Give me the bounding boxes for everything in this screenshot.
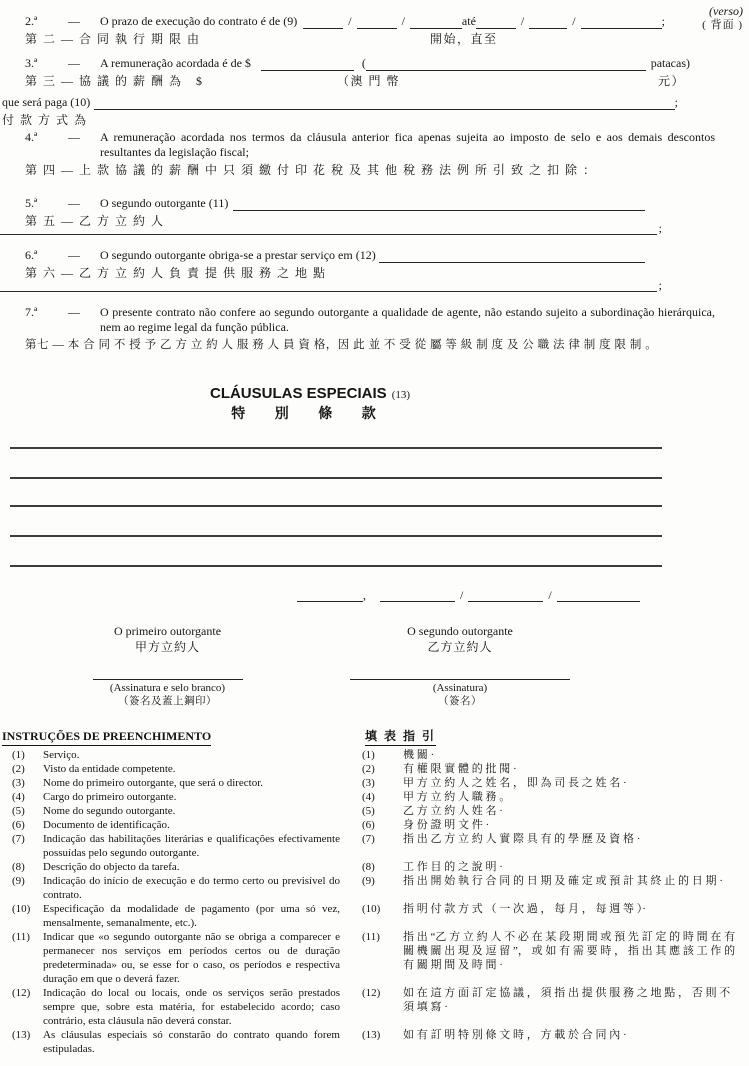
second-party-label-pt: O segundo outorgante — [407, 624, 513, 638]
instruction-number: (4) — [12, 791, 25, 803]
blank-field — [581, 15, 662, 29]
instruction-number-zh: (11) — [362, 931, 380, 943]
first-party-label-pt: O primeiro outorgante — [113, 624, 222, 638]
signature-line — [350, 655, 570, 680]
instruction-number: (11) — [12, 931, 30, 943]
instruction-text-zh: 甲 方 立 約 人 之 姓 名 ， 即 為 司 長 之 姓 名 · — [403, 777, 627, 789]
payment-zh-row: 付 款 方 式 為 — [2, 113, 88, 127]
blank-field — [380, 589, 455, 602]
clause-7-text-pt: O presente contrato não confere ao segundo outorgante a qualidade de agente, não estando sujeito a subordinação hierárquica, nem ao regime legal da função pública. — [100, 305, 715, 334]
instruction-number-zh: (8) — [362, 861, 375, 873]
clause-7-number: 7.ª — [25, 305, 38, 319]
ruled-line-clause-6 — [0, 278, 662, 292]
instruction-number: (1) — [12, 749, 25, 761]
instruction-number-zh: (4) — [362, 791, 375, 803]
blank-field — [303, 15, 343, 29]
instructions-title-zh: 填 表 指 引 — [365, 729, 436, 746]
instruction-row-11 — [12, 930, 739, 986]
slash: / — [572, 14, 576, 28]
blank-field — [468, 589, 543, 602]
semicolon: ; — [658, 278, 662, 292]
instruction-row-8 — [12, 860, 739, 874]
instruction-number-zh: (9) — [362, 875, 375, 887]
blank-field — [297, 589, 363, 602]
instruction-row-5 — [12, 804, 739, 818]
instruction-number-zh: (5) — [362, 805, 375, 817]
second-party-caption-zh: （簽名） — [438, 696, 482, 707]
instruction-number: (9) — [12, 875, 25, 887]
instruction-number: (12) — [12, 987, 31, 999]
blank-field — [410, 15, 462, 29]
clause-5-number: 5.ª — [25, 196, 38, 210]
instruction-text-pt: As cláusulas especiais só constarão do contrato quando forem estipuladas. — [43, 1029, 340, 1055]
clause-3-pt-row — [25, 56, 690, 71]
special-clauses-title — [0, 385, 620, 404]
instruction-text-zh: 機 關 · — [403, 749, 435, 761]
instruction-text-pt: Visto da entidade competente. — [43, 763, 176, 775]
special-clauses-ref: (13) — [391, 389, 411, 401]
blank-field — [476, 15, 516, 29]
ruled-line — [0, 278, 657, 292]
clause-2-text-zh: 第 二 — 合 同 執 行 期 限 由 — [25, 32, 201, 46]
open-paren: ( — [361, 56, 366, 70]
slash: / — [348, 14, 352, 28]
clause-3-number: 3.ª — [25, 56, 38, 70]
clause-3 — [25, 56, 690, 89]
instruction-number: (3) — [12, 777, 25, 789]
first-party-signature-block — [85, 624, 250, 708]
special-clauses-title-zh: 特 別 條 款 — [231, 407, 389, 422]
slash: / — [548, 588, 552, 602]
verso-label-zh: ( 背面 ) — [702, 19, 743, 31]
second-party-caption-pt: (Assinatura) — [432, 682, 488, 694]
blank-field — [529, 15, 567, 29]
clause-3-text-pt: A remuneração acordada é de $ — [100, 56, 251, 70]
payment-line — [2, 95, 678, 128]
verso-label-pt: (verso) — [709, 4, 743, 18]
clause-5-pt-row — [25, 196, 645, 211]
instruction-text-pt: Indicação do local ou locais, onde os serviços serão prestados sempre que, sobre esta matéria, for estabelecido acordo; caso contrário, esta cláusula não deverá constar. — [43, 987, 340, 1027]
clause-4 — [25, 130, 715, 178]
instruction-text-pt: Cargo do primeiro outorgante. — [43, 791, 177, 803]
clause-3-body — [100, 56, 690, 71]
clause-5-text-zh: 第 五 — 乙 方 立 約 人 — [25, 214, 165, 228]
instruction-text-zh: 有 權 限 實 體 的 批 閱 · — [403, 763, 517, 775]
place-date-line — [297, 588, 640, 602]
instruction-number-zh: (6) — [362, 819, 375, 831]
blank-field — [233, 197, 645, 211]
instruction-text-zh: 指 出 開 始 執 行 合 同 的 日 期 及 確 定 或 預 計 其 終 止 的 日 期 · — [403, 875, 723, 887]
instruction-number-zh: (12) — [362, 987, 381, 999]
ruled-line — [0, 221, 657, 235]
clause-6 — [25, 248, 645, 281]
instruction-text-pt: Nome do primeiro outorgante, que será o director. — [43, 777, 264, 789]
clause-6-pt-row — [25, 248, 645, 263]
instruction-text-pt: Nome do segundo outorgante. — [43, 805, 176, 817]
instruction-number: (5) — [12, 805, 25, 817]
instruction-row-7 — [12, 832, 739, 860]
special-clauses-title-pt: CLÁUSULAS ESPECIAIS — [209, 385, 387, 402]
clause-2-zh-row — [25, 31, 665, 47]
special-clause-blank-line — [10, 535, 662, 537]
blank-field — [94, 96, 674, 110]
clause-7 — [25, 305, 715, 353]
clause-dash: — — [68, 305, 80, 319]
instruction-text-pt: Descrição do objecto da tarefa. — [43, 861, 180, 873]
instruction-text-pt: Serviço. — [43, 749, 80, 761]
second-party-signature-block — [350, 624, 570, 708]
special-clause-blank-line — [10, 477, 662, 479]
instruction-number-zh: (1) — [362, 749, 375, 761]
instruction-row-3 — [12, 776, 739, 790]
special-clause-blank-line — [10, 447, 662, 449]
clause-3-text-zh: 第 三 — 協 議 的 薪 酬 為 $ — [25, 74, 204, 88]
instruction-row-12 — [12, 986, 739, 1028]
blank-field — [557, 589, 640, 602]
instruction-number: (10) — [12, 903, 31, 915]
blank-field — [379, 249, 645, 263]
instruction-row-1 — [12, 748, 739, 762]
instruction-number-zh: (7) — [362, 833, 375, 845]
semicolon: ; — [674, 95, 678, 109]
instruction-text-zh: 甲 方 立 約 人 職 務 。 — [403, 791, 511, 803]
instruction-number: (8) — [12, 861, 25, 873]
instruction-number: (7) — [12, 833, 25, 845]
special-clauses-heading — [0, 385, 620, 424]
instruction-row-4 — [12, 790, 739, 804]
clause-2-text-pt: O prazo de execução do contrato é de (9) — [100, 14, 298, 28]
instruction-text-zh: 工 作 目 的 之 說 明 · — [403, 861, 503, 873]
blank-field — [261, 57, 354, 71]
instruction-text-pt: Indicação das habilitações literárias e qualificações efectivamente possuídas pelo segundo outorgante. — [43, 833, 340, 859]
instruction-text-pt: Documento de identificação. — [43, 819, 170, 831]
patacas-label: patacas) — [650, 56, 690, 70]
semicolon: ; — [658, 221, 662, 235]
semicolon: ; — [661, 14, 665, 28]
instruction-text-zh: 乙 方 立 約 人 姓 名 · — [403, 805, 503, 817]
instruction-row-6 — [12, 818, 739, 832]
instruction-text-zh: 指 明 付 款 方 式 （ 一 次 過 ， 每 月 ， 每 週 等 ）· — [403, 903, 646, 915]
slash: / — [520, 14, 525, 28]
clause-dash: — — [68, 196, 80, 210]
clause-4-text-pt: A remuneração acordada nos termos da cláusula anterior fica apenas sujeita ao imposto de selo e aos demais descontos resultantes da legislação fiscal; — [100, 130, 715, 159]
clause-3-zh-paren: （澳 門 幣 — [337, 74, 401, 88]
instruction-row-2 — [12, 762, 739, 776]
first-party-caption-zh: （簽名及蓋上鋼印） — [118, 696, 217, 707]
instructions-title-pt: INSTRUÇÕES DE PREENCHIMENTO — [2, 729, 211, 746]
clause-2-pt-row — [25, 14, 665, 29]
instruction-text-zh: 如 有 訂 明 特 別 條 文 時 ， 方 載 於 合 同 內 · — [403, 1029, 627, 1041]
clause-6-number: 6.ª — [25, 248, 38, 262]
clause-6-text-pt: O segundo outorgante obriga-se a prestar serviço em (12) — [100, 248, 376, 262]
instruction-number-zh: (13) — [362, 1029, 381, 1041]
clause-2-body — [100, 14, 665, 29]
clause-4-pt-row — [25, 130, 715, 160]
instruction-number-zh: (10) — [362, 903, 381, 915]
clause-dash: — — [68, 248, 80, 262]
special-clause-blank-line — [10, 565, 662, 567]
page-side-note — [702, 4, 743, 32]
blank-field — [366, 57, 646, 71]
clause-2-ate-label: até — [461, 14, 476, 28]
clause-3-zh-close: 元） — [658, 74, 686, 88]
clause-dash: — — [68, 130, 80, 144]
clause-3-zh-row — [25, 73, 690, 89]
clause-5-body — [100, 196, 645, 211]
slash: / — [401, 14, 405, 28]
instruction-text-pt: Especificação da modalidade de pagamento (por uma só vez, mensalmente, semanalmente, etc.). — [43, 903, 340, 929]
clause-4-number: 4.ª — [25, 130, 38, 144]
special-clause-blank-line — [10, 505, 662, 507]
clause-2 — [25, 14, 665, 47]
clause-6-text-zh: 第 六 — 乙 方 立 約 人 負 責 提 供 服 務 之 地 點 — [25, 266, 327, 280]
clause-7-text-zh: 第七 — 本 合 同 不 授 予 乙 方 立 約 人 服 務 人 員 資 格，因 此 並 不 受 從 屬 等 級 制 度 及 公 職 法 律 制 度 限 制 。 — [25, 339, 658, 351]
instruction-text-pt: Indicar que «o segundo outorgante não se obriga a comparecer e permanecer nos serviços em períodos certos ou de duração predeterminada» ou, se esse for o caso, os períodos e respectiva duração em que o deverá fazer. — [43, 931, 340, 985]
clause-7-pt-row — [25, 305, 715, 335]
instruction-text-zh: 如 在 這 方 面 訂 定 協 議 ， 須 指 出 提 供 服 務 之 地 點 ， 否 則 不 須 填 寫 · — [403, 987, 731, 1013]
clause-2-zh-mid: 開始，直至 — [430, 32, 498, 46]
instruction-text-zh: 指 出 乙 方 立 約 人 實 際 具 有 的 學 歷 及 資 格 · — [403, 833, 641, 845]
comma: , — [363, 588, 366, 602]
clause-dash: — — [68, 14, 80, 28]
instruction-number: (13) — [12, 1029, 31, 1041]
payment-text-pt: que será paga (10) — [2, 95, 91, 109]
clause-dash: — — [68, 56, 80, 70]
first-party-label-zh: 甲方立約人 — [134, 640, 200, 654]
payment-pt-row — [2, 95, 678, 110]
slash: / — [460, 588, 464, 602]
clause-2-number: 2.ª — [25, 14, 38, 28]
instruction-text-pt: Indicação do início de execução e do termo certo ou previsível do contrato. — [43, 875, 340, 901]
signature-line — [93, 655, 243, 680]
instruction-text-zh: 身 份 證 明 文 件 · — [403, 819, 490, 831]
instruction-row-10 — [12, 902, 739, 930]
clause-4-text-zh: 第 四 — 上 款 協 議 的 薪 酬 中 只 須 繳 付 印 花 稅 及 其 他 稅 務 法 例 所 引 致 之 扣 除 ： — [25, 163, 597, 177]
blank-field — [357, 15, 397, 29]
instructions-list — [12, 748, 739, 1056]
instruction-row-13 — [12, 1028, 739, 1056]
instruction-number: (2) — [12, 763, 25, 775]
clause-5-text-pt: O segundo outorgante (11) — [100, 196, 229, 210]
instruction-row-9 — [12, 874, 739, 902]
first-party-caption-pt: (Assinatura e selo branco) — [109, 682, 226, 694]
clause-6-body — [100, 248, 645, 263]
instruction-number: (6) — [12, 819, 25, 831]
instruction-number-zh: (2) — [362, 763, 375, 775]
second-party-label-zh: 乙方立約人 — [427, 640, 493, 654]
ruled-line-clause-5 — [0, 221, 662, 235]
instruction-number-zh: (3) — [362, 777, 375, 789]
instruction-text-zh: 指 出 “乙 方 立 約 人 不 必 在 某 段 期 間 或 預 先 訂 定 的 時 間 在 有 關 機 關 出 現 及 逗 留 ”， 或 如 有 需 要 時 ， 指 出 其 應 該 工 作 的 有 關 期 間 及 時 間 · — [403, 931, 736, 971]
